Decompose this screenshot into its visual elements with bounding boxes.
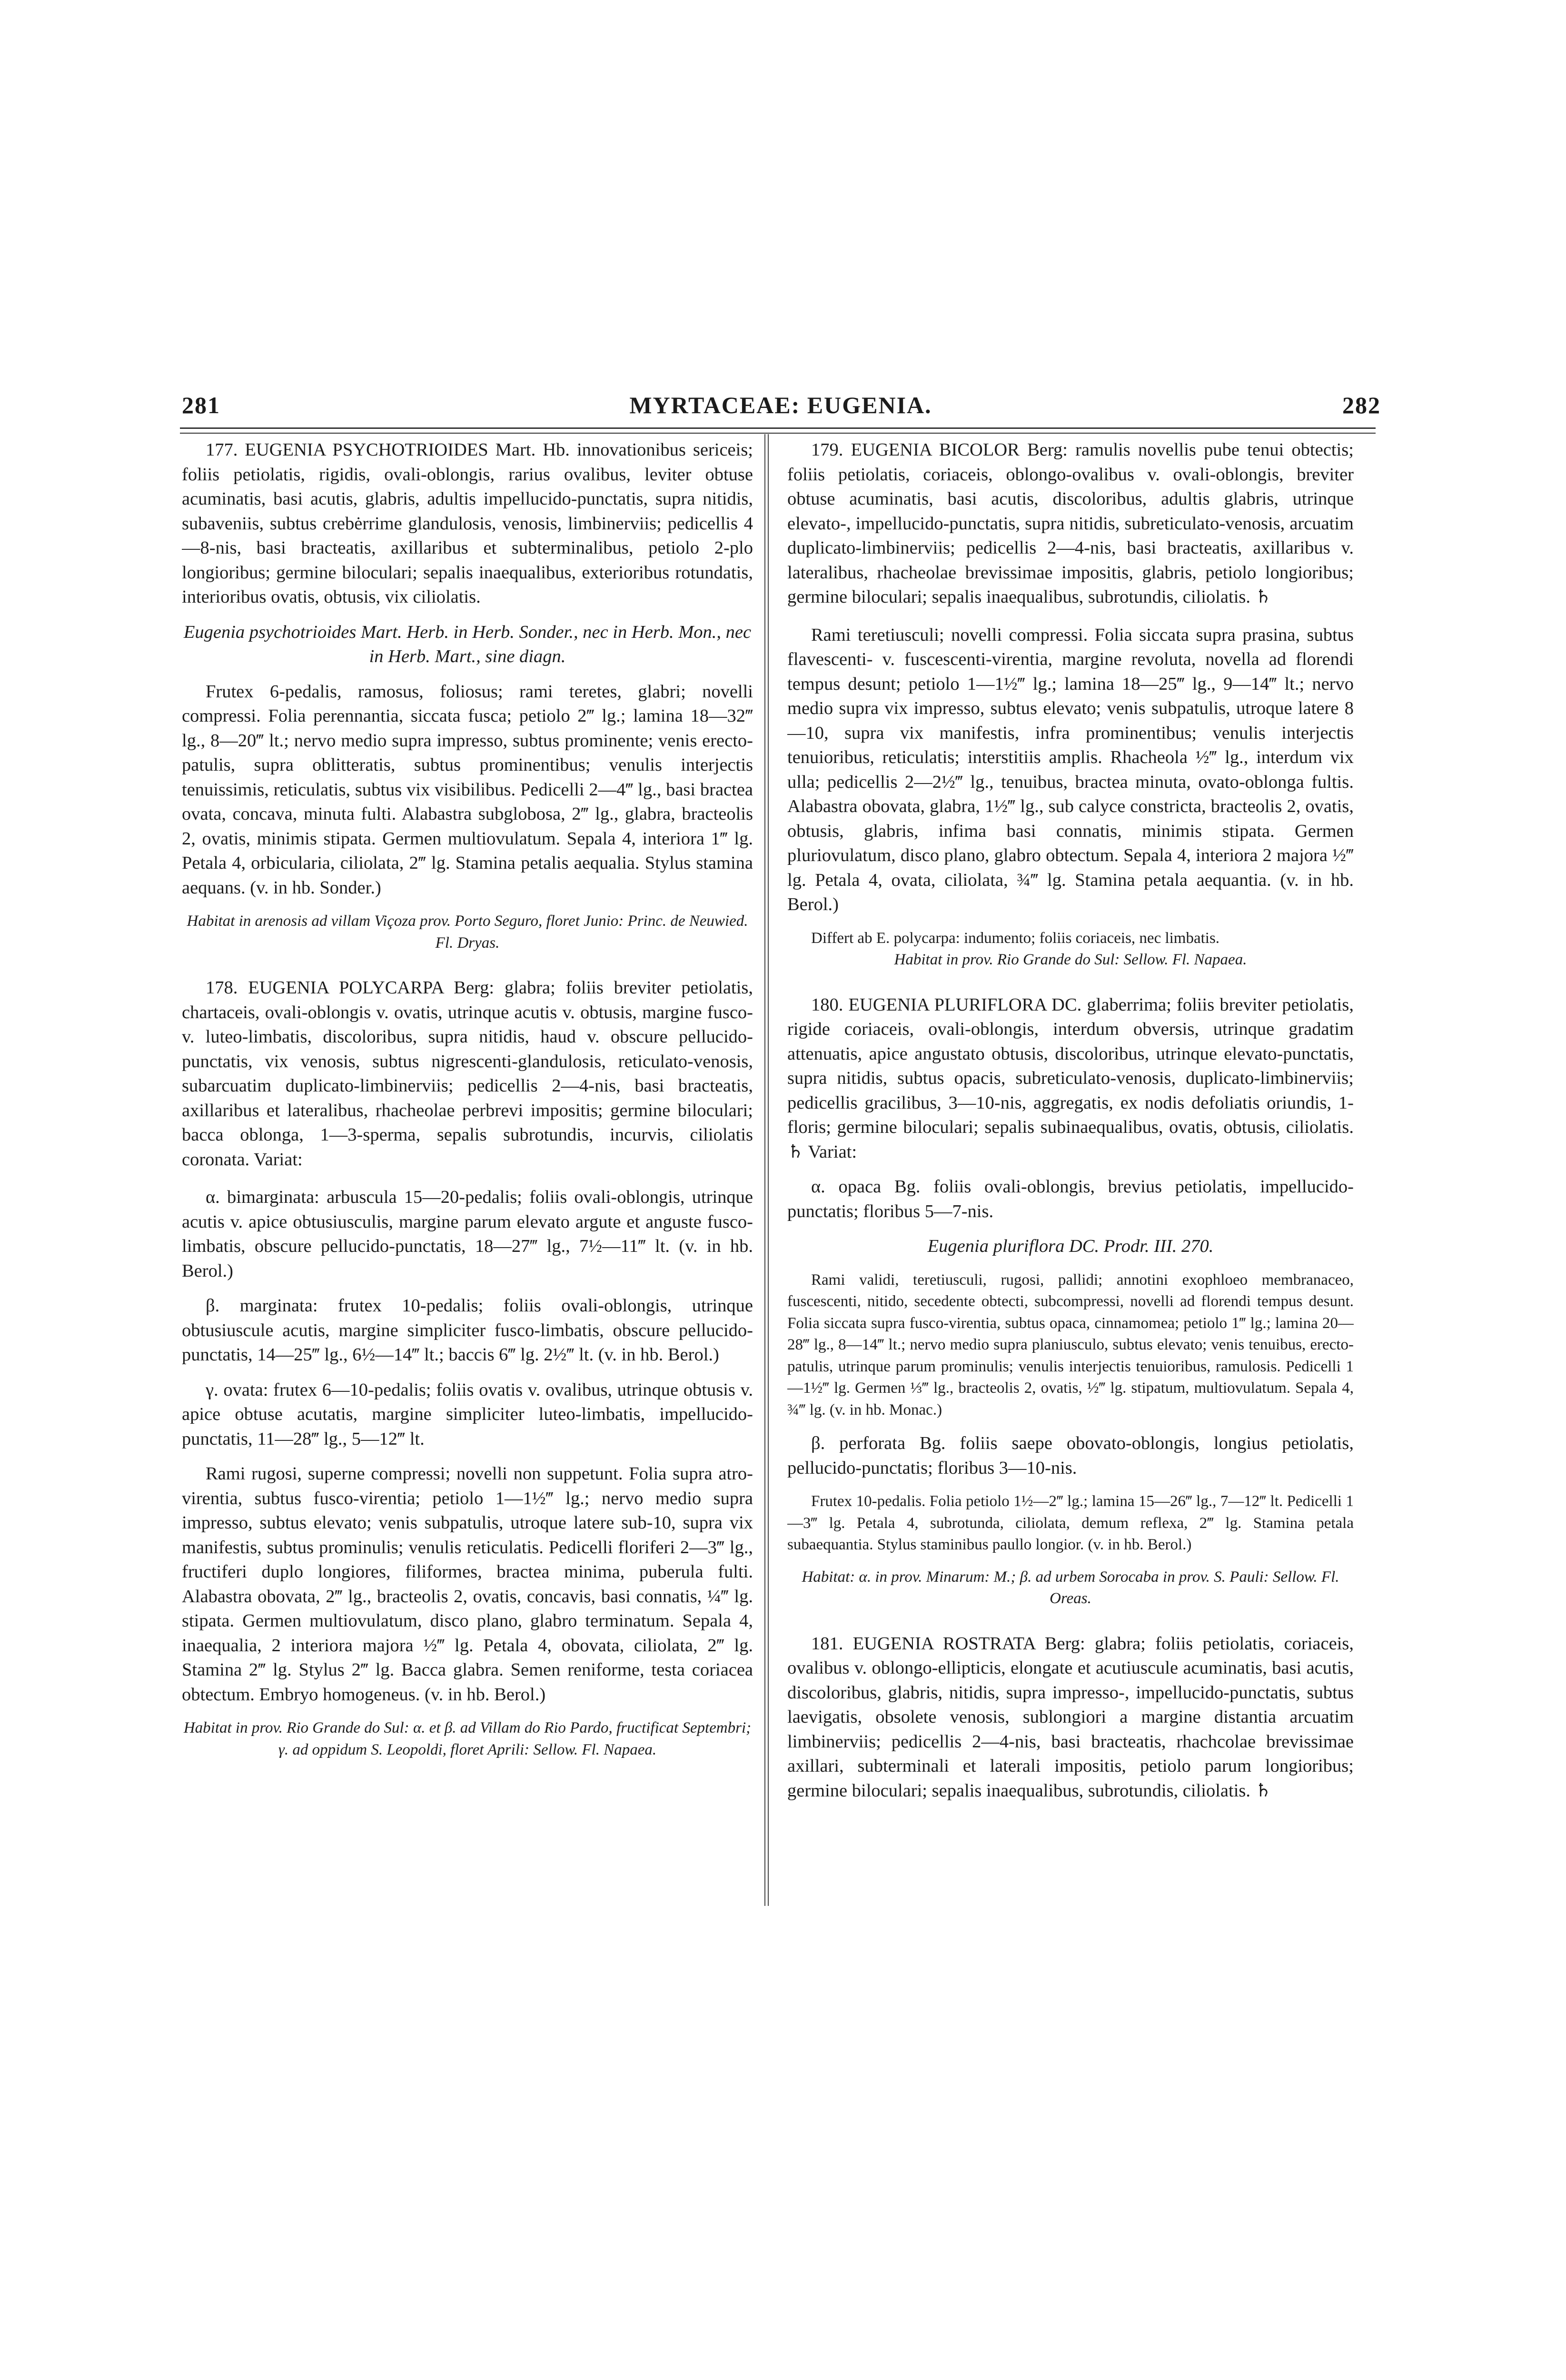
species-177-description: Frutex 6-pedalis, ramosus, foliosus; rami teretes, glabri; novelli compressi. Folia perennantia, siccata fusca; petiolo 2‴ lg.; lamina 18—32‴ lg., 8—20‴ lt.; nervo medio supra impresso, subtus prominente; venis erecto-patulis, supra oblitteratis, subtus prominentibus; venulis interjectis tenuissimis, reticulatis, subtus vix visibilibus. Pedicelli 2—4‴ lg., basi bractea ovata, concava, minuta fulti. Alabastra subglobosa, 2‴ lg., glabra, bracteolis 2, ovatis, minimis stipata. Germen multiovulatum. Sepala 4, interiora 1‴ lg. Petala 4, orbicularia, ciliolata, 2‴ lg. Stamina petalis aequalia. Stylus stamina aequans. (v. in hb. Sonder.) [182,681,753,898]
species-181-diagnosis: 181. EUGENIA ROSTRATA Berg: glabra; foliis petiolatis, coriaceis, ovalibus v. oblongo-ellipticis, elongate et acutiuscule acuminatis, basi acutis, discoloribus, glabris, nitidis, supra impresso-, impellucido-punctatis, subtus laevigatis, obsolete venosis, sublongiori a margine distantia arcuatim limbinerviis; pedicellis 2—4-nis, basi bracteatis, rhachcolae brevissimae axillari, subterminali et laterali impositis, petiolo parum longioribus; germine biloculari; sepalis inaequalibus, subrotundis, ciliolatis. ♄ [787,1633,1354,1801]
running-title: MYRTACEAE: EUGENIA. [629,392,932,418]
species-180-alpha-description: Rami validi, teretiusculi, rugosi, pallidi; annotini exophloeo membranaceo, fuscescenti, nitido, secedente obtecti, subcompressi, novelli ad florendi tempus desunt. Folia siccata supra fusco-virentia, subtus opaca, cinnamomea; petiolo 1‴ lg.; lamina 20—28‴ lg., 8—14‴ lt.; nervo medio supra planiusculo, subtus elevato; venis tenuibus, erecto-patulis, utrinque parum prominulis; venulis interjectis tenuioribus, ramulosis. Pedicelli 1—1½‴ lg. Germen ⅓‴ lg., bracteolis 2, ovatis, ½‴ lg. stipatum, multiovulatum. Sepala 4, ¾‴ lg. (v. in hb. Monac.) [787,1271,1354,1418]
column-divider [764,434,765,1906]
species-177-synonymy: Eugenia psychotrioides Mart. Herb. in Herb. Sonder., nec in Herb. Mon., nec in Herb. Mart., sine diagn. [183,622,752,666]
species-180-variety-beta: β. perforata Bg. foliis saepe obovato-oblongis, longius petiolatis, pellucido-punctatis; floribus 3—10-nis. [787,1433,1354,1478]
page-number-left: 281 [182,392,220,418]
species-179-description: Rami teretiusculi; novelli compressi. Folia siccata supra prasina, subtus flavescenti- v. fuscescenti-virentia, margine revoluta, novella ad florendi tempus desunt; petiolo 1—1½‴ lg.; lamina 18—25‴ lg., 9—14‴ lt.; nervo medio supra vix impresso, subtus elevato; venis subpatulis, utroque latere 8—10, supra vix manifestis, infra prominentibus; venulis interjectis tenuioribus, reticulatis; interstitiis amplis. Rhacheola ½‴ lg., interdum vix ulla; pedicellis 2—2½‴ lg., tenuibus, bractea minuta, ovato-oblonga fultis. Alabastra obovata, glabra, 1½‴ lg., sub calyce constricta, bracteolis 2, ovatis, obtusis, glabris, infima basi connatis, minimis stipata. Germen pluriovulatum, disco plano, glabro obtectum. Sepala 4, interiora 2 majora ½‴ lg. Petala 4, ovata, ciliolata, ¾‴ lg. Stamina petala aequantia. (v. in hb. Berol.) [787,625,1354,914]
species-180-beta-description: Frutex 10-pedalis. Folia petiolo 1½—2‴ lg.; lamina 15—26‴ lg., 7—12‴ lt. Pedicelli 1—3‴ lg. Petala 4, subrotunda, ciliolata, demum reflexa, 2‴ lg. Stamina petala subaequantia. Stylus staminibus paullo longior. (v. in hb. Berol.) [787,1493,1354,1553]
species-180-habitat: Habitat: α. in prov. Minarum: M.; β. ad urbem Sorocaba in prov. S. Pauli: Sellow. Fl. Oreas. [802,1568,1339,1607]
header-rule [180,427,1376,429]
species-178-habitat: Habitat in prov. Rio Grande do Sul: α. et β. ad Villam do Rio Pardo, fructificat Septembri; γ. ad oppidum S. Leopoldi, floret Aprili: Sellow. Fl. Napaea. [183,1719,752,1758]
page-number-right: 282 [1342,392,1381,418]
species-178-variety-alpha: α. bimarginata: arbuscula 15—20-pedalis; foliis ovali-oblongis, utrinque acutis v. apice obtusiusculis, margine parum elevato argute et anguste fusco-limbatis, obscure pellucido-punctatis, 18—27‴ lg., 7½—11‴ lt. (v. in hb. Berol.) [182,1187,753,1281]
species-177-diagnosis: 177. EUGENIA PSYCHOTRIOIDES Mart. Hb. innovationibus sericeis; foliis petiolatis, rigidis, ovali-oblongis, rarius ovalibus, leviter obtuse acuminatis, basi acutis, glabris, adultis impellucido-punctatis, supra nitidis, subaveniis, subtus crebėrrime glandulosis, venosis, limbinerviis; pedicellis 4—8-nis, basi bracteatis, axillaribus et subterminalibus, petiolo 2-plo longioribus; germine biloculari; sepalis inaequalibus, exterioribus rotundatis, interioribus ovatis, obtusis, vix ciliolatis. [182,440,753,607]
species-178-variety-beta: β. marginata: frutex 10-pedalis; foliis ovali-oblongis, utrinque obtusiuscule acutis, margine simpliciter fusco-limbatis, obscure pellucido-punctatis, 14—25‴ lg., 6½—14‴ lt.; baccis 6‴ lg. 2½‴ lt. (v. in hb. Berol.) [182,1296,753,1365]
column-divider-double [768,434,769,1906]
left-column [182,438,753,1899]
species-180-diagnosis: 180. EUGENIA PLURIFLORA DC. glaberrima; foliis breviter petiolatis, rigide coriaceis, ovali-oblongis, interdum obversis, utrinque gradatim attenuatis, apice angustato obtusis, discoloribus, utrinque elevato-punctatis, supra nitidis, subtus opacis, subreticulato-venosis, duplicato-limbinerviis; pedicellis gracilibus, 3—10-nis, aggregatis, ex nodis defoliatis oriundis, 1-floris; germine biloculari; sepalis subinaequalibus, ovatis, obtusis, ciliolatis. ♄ Variat: [787,994,1354,1162]
species-180-synonymy: Eugenia pluriflora DC. Prodr. III. 270. [927,1236,1214,1256]
header-rule-thin [180,433,1376,434]
species-178-variety-gamma: γ. ovata: frutex 6—10-pedalis; foliis ovatis v. ovalibus, utrinque obtusis v. apice obtuse acutatis, margine simpliciter luteo-limbatis, impellucido-punctatis, 11—28‴ lg., 5—12‴ lt. [182,1379,753,1449]
species-180-variety-alpha: α. opaca Bg. foliis ovali-oblongis, brevius petiolatis, impellucido-punctatis; floribus 5—7-nis. [787,1177,1354,1221]
species-179-differentia: Differt ab E. polycarpa: indumento; foliis coriaceis, nec limbatis. [811,929,1220,947]
species-178-diagnosis: 178. EUGENIA POLYCARPA Berg: glabra; foliis breviter petiolatis, chartaceis, ovali-oblongis v. ovatis, utrinque acutis v. obtusis, margine fusco- v. luteo-limbatis, discoloribus, supra nitidis, haud v. obscure pellucido-punctatis, vix venosis, subtus nigrescenti-glandulosis, reticulato-venosis, subarcuatim duplicato-limbinerviis; pedicellis 2—4-nis, basi bracteatis, axillaribus et lateralibus, rhacheolae perbrevi impositis; germine biloculari; bacca oblonga, 1—3-sperma, sepalis subrotundis, incurvis, ciliolatis coronata. Variat: [182,978,753,1170]
species-179-diagnosis: 179. EUGENIA BICOLOR Berg: ramulis novellis pube tenui obtectis; foliis petiolatis, coriaceis, oblongo-ovalibus v. ovali-oblongis, breviter obtuse acuminatis, basi acutis, discoloribus, adultis glabris, utrinque elevato-, impellucido-punctatis, supra nitidis, subreticulato-venosis, arcuatim duplicato-limbinerviis; pedicellis 2—4-nis, basi bracteatis, axillaribus v. lateralibus, rhacheolae brevissimae impositis, glabris, petiolo longioribus; germine biloculari; sepalis inaequalibus, subrotundis, ciliolatis. ♄ [787,440,1354,607]
species-178-description: Rami rugosi, superne compressi; novelli non suppetunt. Folia supra atro-virentia, subtus fusco-virentia; petiolo 1—1½‴ lg.; nervo medio supra impresso, subtus elevato; venis subpatulis, utroque latere sub-10, supra vix manifestis, subtus prominulis; venulis reticulatis. Pedicelli floriferi 2—3‴ lg., fructiferi duplo longiores, filiformes, bractea minima, puberula fulti. Alabastra obovata, 2‴ lg., bracteolis 2, ovatis, concavis, basi connatis, ¼‴ lg. stipata. Germen multiovulatum, disco plano, glabro terminatum. Sepala 4, inaequalia, 2 interiora majora ½‴ lg. Petala 4, obovata, ciliolata, 2‴ lg. Stamina 2‴ lg. Stylus 2‴ lg. Bacca glabra. Semen reniforme, testa coriacea obtectum. Embryo homogeneus. (v. in hb. Berol.) [182,1464,753,1705]
species-179-habitat: Habitat in prov. Rio Grande do Sul: Sellow. Fl. Napaea. [894,951,1247,968]
species-177-habitat: Habitat in arenosis ad villam Viçoza prov. Porto Seguro, floret Junio: Princ. de Neuwied. Fl. Dryas. [187,912,748,952]
right-column [787,438,1354,1899]
